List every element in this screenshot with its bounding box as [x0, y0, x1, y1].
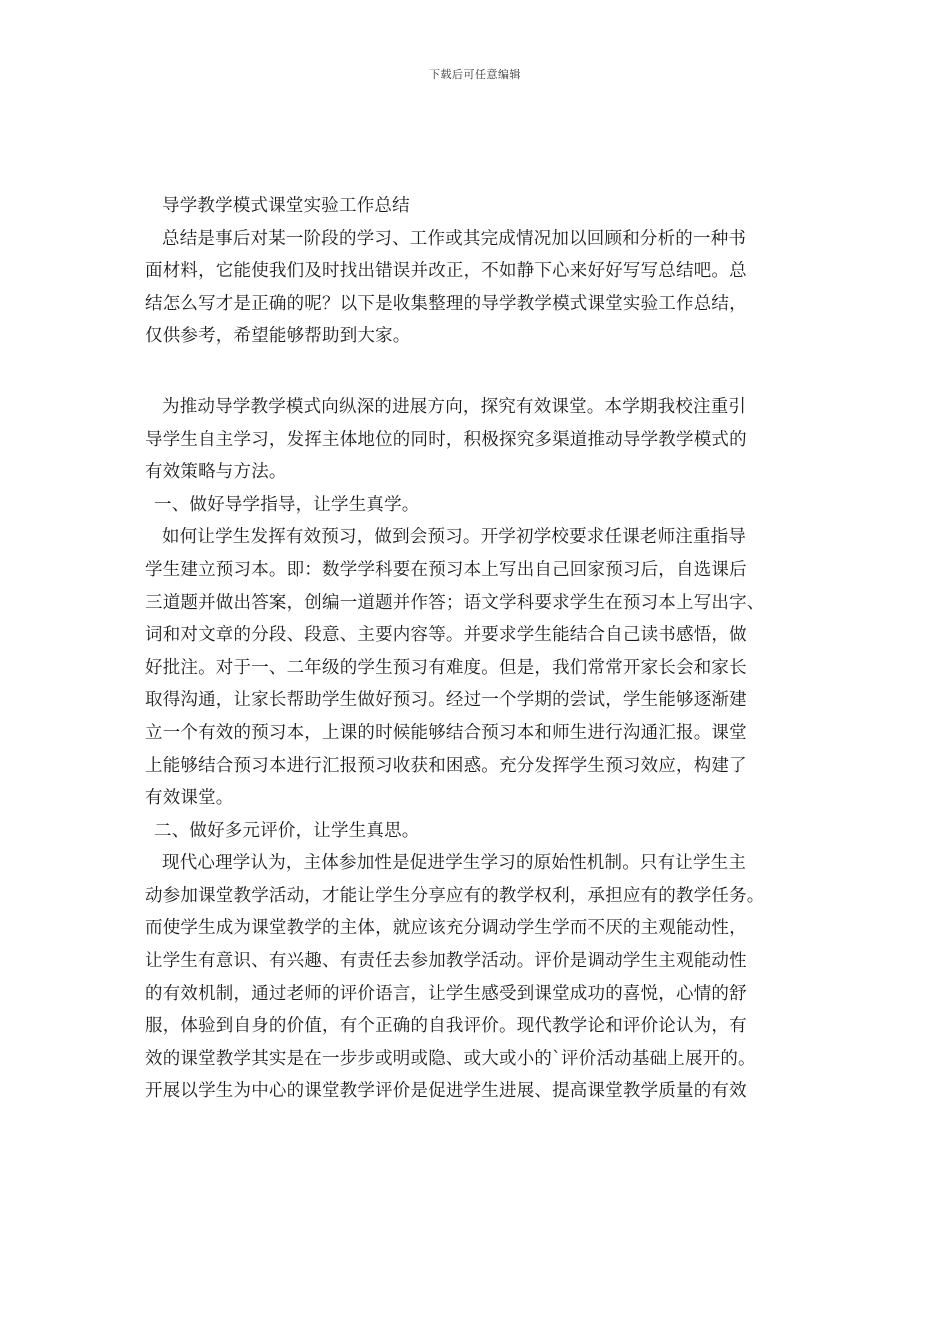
text-line: 的有效机制，通过老师的评价语言，让学生感受到课堂成功的喜悦，心情的舒 [145, 983, 747, 1004]
text-line: 有效课堂。 [145, 788, 234, 809]
document-title: 导学教学模式课堂实验工作总结 [162, 196, 410, 216]
text-line: 让学生有意识、有兴趣、有责任去参加教学活动。评价是调动学生主观能动性 [145, 951, 747, 972]
text-line: 词和对文章的分段、段意、主要内容等。并要求学生能结合自己读书感悟，做 [145, 625, 747, 646]
section-heading-1: 一、做好导学指导，让学生真学。 [154, 494, 420, 515]
text-line: 上能够结合预习本进行汇报预习收获和困惑。充分发挥学生预习效应，构建了 [145, 755, 747, 776]
text-line: 动参加课堂教学活动，才能让学生分享应有的教学权利，承担应有的教学任务。 [145, 885, 765, 906]
text-line: 面材料，它能使我们及时找出错误并改正，不如静下心来好好写写总结吧。总 [145, 261, 747, 282]
text-line: 如何让学生发挥有效预习，做到会预习。开学初学校要求任课老师注重指导 [162, 527, 747, 548]
text-line: 仅供参考，希望能够帮助到大家。 [145, 326, 411, 347]
text-line: 结怎么写才是正确的呢？以下是收集整理的导学教学模式课堂实验工作总结， [145, 293, 747, 314]
text-line: 导学生自主学习，发挥主体地位的同时，积极探究多渠道推动导学教学模式的 [145, 429, 747, 450]
text-line: 而使学生成为课堂教学的主体，就应该充分调动学生学而不厌的主观能动性， [145, 918, 747, 939]
text-line: 有效策略与方法。 [145, 462, 287, 483]
text-line: 服，体验到自身的价值，有个正确的自我评价。现代教学论和评价论认为，有 [145, 1016, 747, 1037]
text-line: 总结是事后对某一阶段的学习、工作或其完成情况加以回顾和分析的一种书 [162, 228, 747, 249]
intro-paragraph [145, 223, 810, 353]
page-header-note: 下载后可任意编辑 [429, 68, 521, 81]
text-line: 三道题并做出答案，创编一道题并作答；语文学科要求学生在预习本上写出字、 [145, 592, 765, 613]
text-line: 好批注。对于一、二年级的学生预习有难度。但是，我们常常开家长会和家长 [145, 657, 747, 678]
section-1-body [145, 521, 810, 814]
text-line: 立一个有效的预习本，上课的时候能够结合预习本和师生进行沟通汇报。课堂 [145, 722, 747, 743]
text-line: 效的课堂教学其实是在一步步或明或隐、或大或小的`评价活动基础上展开的。 [145, 1048, 756, 1069]
text-line: 取得沟通，让家长帮助学生做好预习。经过一个学期的尝试，学生能够逐渐建 [145, 690, 747, 711]
opening-paragraph [145, 391, 810, 489]
text-line: 现代心理学认为，主体参加性是促进学生学习的原始性机制。只有让学生主 [162, 853, 747, 874]
text-line: 为推动导学教学模式向纵深的进展方向，探究有效课堂。本学期我校注重引 [162, 396, 747, 417]
document-body [145, 190, 810, 1108]
paragraph-gap [145, 353, 810, 391]
text-line: 学生建立预习本。即：数学学科要在预习本上写出自己回家预习后，自选课后 [145, 559, 747, 580]
section-heading-2: 二、做好多元评价，让学生真思。 [154, 820, 420, 841]
section-2-body [145, 847, 810, 1108]
text-line: 开展以学生为中心的课堂教学评价是促进学生进展、提高课堂教学质量的有效 [145, 1081, 747, 1102]
